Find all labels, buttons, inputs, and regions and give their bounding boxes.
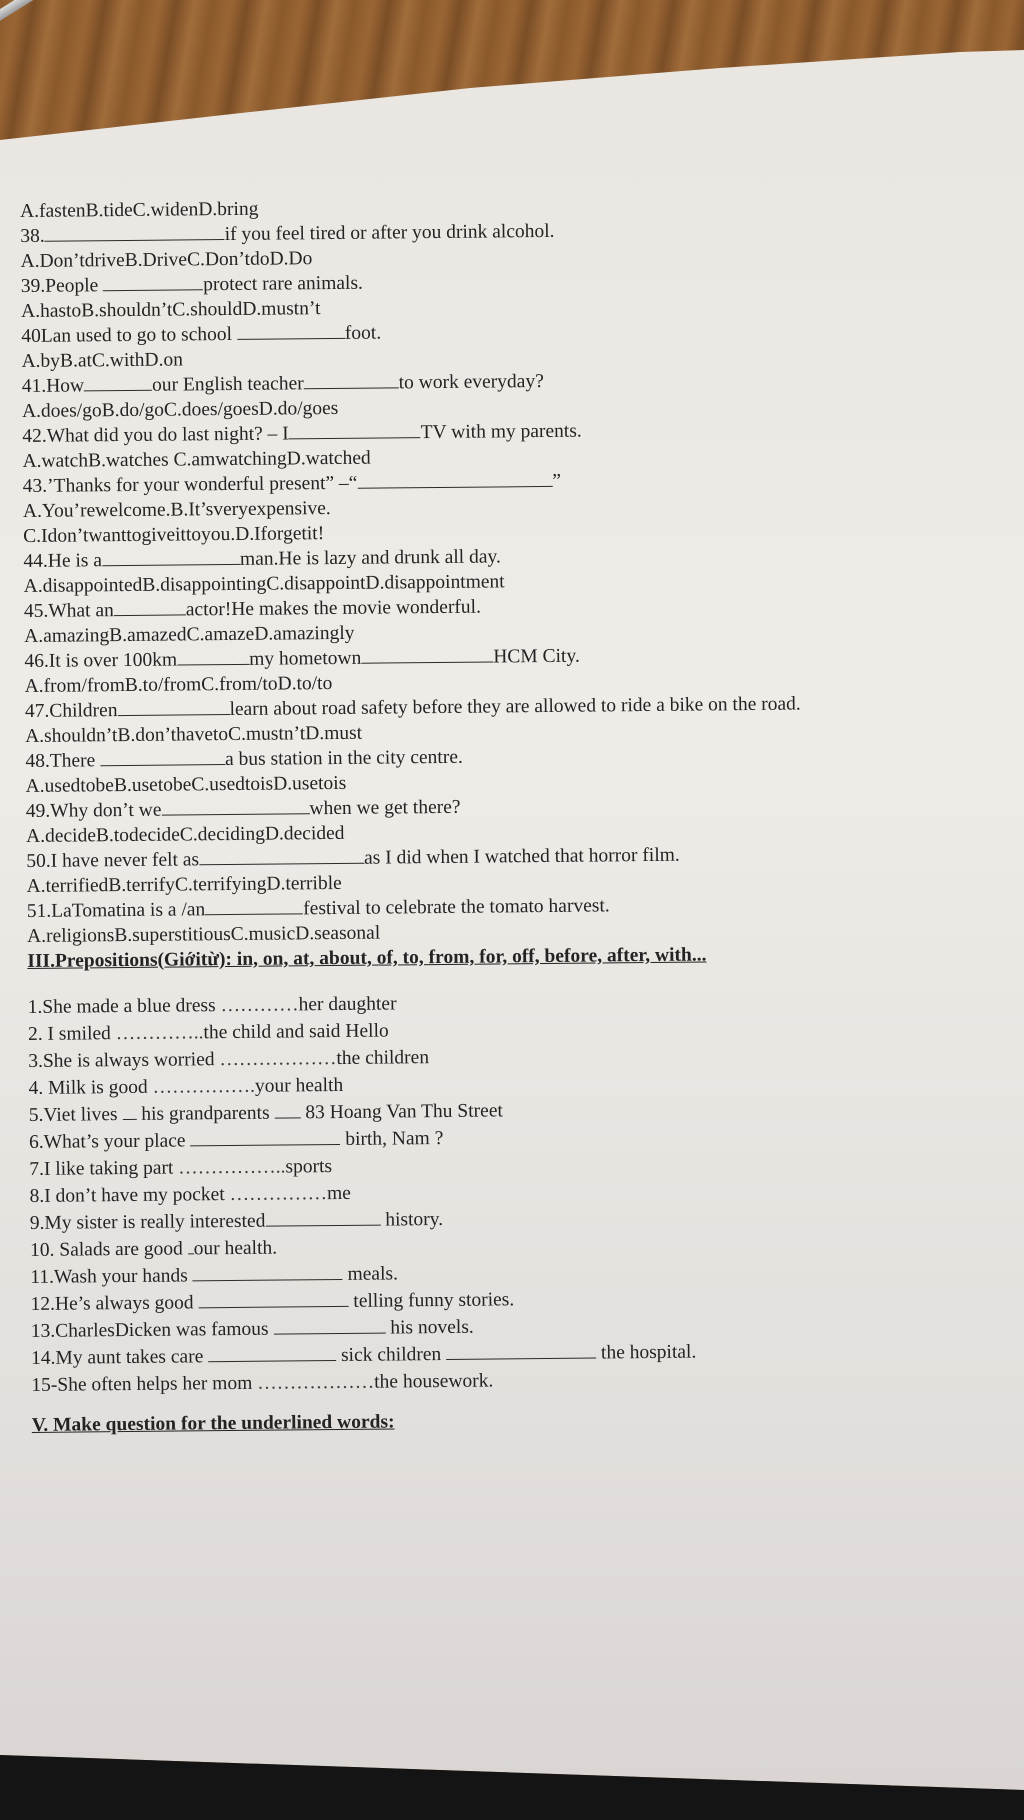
answer-blank[interactable] — [198, 1290, 348, 1308]
section-title-questions: V. Make question for the underlined words: — [31, 1411, 395, 1436]
question-43: 43.’Thanks for your wonderful present” –“ ” — [22, 470, 562, 497]
question-39: 39.People protect rare animals. — [20, 272, 363, 297]
answer-blank[interactable] — [205, 897, 303, 915]
answer-blank[interactable] — [84, 374, 152, 392]
question-options: A.from/fromB.to/fromC.from/toD.to/to — [24, 673, 333, 697]
question-40: 40Lan used to go to school foot. — [21, 322, 382, 347]
answer-blank[interactable] — [208, 1344, 336, 1362]
question-options: A.Don’tdriveB.DriveC.Don’tdoD.Do — [20, 248, 313, 272]
answer-blank[interactable] — [45, 223, 225, 242]
question-options: A.decideB.todecideC.decidingD.decided — [26, 822, 345, 847]
question-options: A.amazingB.amazedC.amazeD.amazingly — [24, 622, 355, 647]
answer-blank[interactable] — [199, 847, 364, 866]
answer-blank[interactable] — [102, 548, 240, 566]
question-options: A.shouldn’tB.don’thavetoC.mustn’tD.must — [25, 722, 363, 747]
preposition-item: 14.My aunt takes care sick children the hospital. — [31, 1341, 697, 1369]
question-48: 48.There a bus station in the city centre. — [25, 746, 463, 772]
answer-blank[interactable] — [274, 1101, 300, 1118]
answer-blank[interactable] — [304, 371, 399, 389]
question-41: 41.How our English teacher to work everyday? — [21, 370, 544, 397]
answer-blank[interactable] — [190, 1128, 340, 1146]
question-options: C.Idon’twanttogiveittoyou.D.Iforgetit! — [23, 523, 325, 547]
answer-blank[interactable] — [100, 748, 225, 766]
answer-blank[interactable] — [273, 1317, 385, 1335]
preposition-item: 3.She is always worried ………………the children — [28, 1047, 430, 1072]
preposition-item: 10. Salads are good our health. — [29, 1237, 278, 1261]
answer-blank[interactable] — [361, 645, 493, 663]
answer-blank[interactable] — [103, 273, 203, 291]
question-38: 38. if you feel tired or after you drink alcohol. — [20, 220, 555, 247]
question-options: A.does/goB.do/goC.does/goesD.do/goes — [21, 397, 339, 422]
answer-blank[interactable] — [357, 470, 552, 489]
question-47: 47.Children learn about road safety before they are allowed to ride a bike on the road. — [24, 693, 801, 722]
preposition-item: 2. I smiled …………..the child and said Hello — [27, 1020, 389, 1045]
answer-blank[interactable] — [446, 1342, 596, 1360]
answer-blank[interactable] — [122, 1103, 136, 1120]
question-options: A.disappointedB.disappointingC.disappointD.disappointment — [23, 571, 505, 597]
question-45: 45.What an actor!He makes the movie wonderful. — [23, 596, 482, 622]
preposition-item: 5.Viet lives his grandparents 83 Hoang Van Thu Street — [28, 1100, 503, 1126]
question-options: A.usedtobeB.usetobeC.usedtoisD.usetois — [25, 772, 347, 797]
preposition-item: 13.CharlesDicken was famous his novels. — [30, 1316, 474, 1342]
preposition-item: 9.My sister is really interested history. — [29, 1208, 444, 1234]
question-50: 50.I have never felt as as I did when I watched that horror film. — [26, 844, 680, 872]
answer-blank[interactable] — [265, 1209, 380, 1227]
question-options: A.fastenB.tideC.widenD.bring — [20, 198, 259, 222]
question-options: A.watchB.watches C.amwatchingD.watched — [22, 447, 371, 472]
answer-blank[interactable] — [289, 421, 421, 439]
question-options: A.terrifiedB.terrifyC.terrifyingD.terrible — [26, 872, 342, 897]
preposition-item: 12.He’s always good telling funny stories. — [30, 1289, 515, 1315]
question-42: 42.What did you do last night? – I TV with my parents. — [22, 420, 582, 447]
question-options: A.religionsB.superstitiousC.musicD.seasonal — [26, 922, 381, 947]
question-44: 44.He is a man.He is lazy and drunk all day. — [23, 546, 501, 572]
answer-blank[interactable] — [237, 322, 345, 340]
preposition-item: 7.I like taking part ……………..sports — [29, 1156, 333, 1180]
section-title-prepositions: III.Prepositions(Giớitừ): in, on, at, about, of, to, from, for, off, before, after, with... — [27, 944, 707, 972]
preposition-item: 15-She often helps her mom ………………the housework. — [31, 1370, 494, 1396]
preposition-item: 8.I don’t have my pocket ……………me — [29, 1182, 351, 1207]
preposition-item: 6.What’s your place birth, Nam ? — [28, 1127, 444, 1153]
preposition-item: 11.Wash your hands meals. — [30, 1263, 399, 1288]
answer-blank[interactable] — [193, 1263, 343, 1281]
answer-blank[interactable] — [117, 698, 229, 716]
worksheet-content — [20, 190, 1024, 1639]
question-51: 51.LaTomatina is a /an festival to celebrate the tomato harvest. — [26, 895, 610, 922]
preposition-item: 4. Milk is good …………….your health — [28, 1074, 344, 1099]
question-options: A.hastoB.shouldn’tC.shouldD.mustn’t — [20, 298, 321, 322]
question-46: 46.It is over 100km my hometown HCM City. — [24, 645, 580, 672]
preposition-item: 1.She made a blue dress …………her daughter — [27, 993, 397, 1018]
answer-blank[interactable] — [114, 598, 186, 616]
answer-blank[interactable] — [161, 797, 309, 815]
question-options: A.byB.atC.withD.on — [21, 349, 184, 372]
answer-blank[interactable] — [177, 648, 249, 666]
question-49: 49.Why don’t we when we get there? — [25, 796, 461, 822]
question-options: A.You’rewelcome.B.It’sveryexpensive. — [22, 498, 331, 522]
